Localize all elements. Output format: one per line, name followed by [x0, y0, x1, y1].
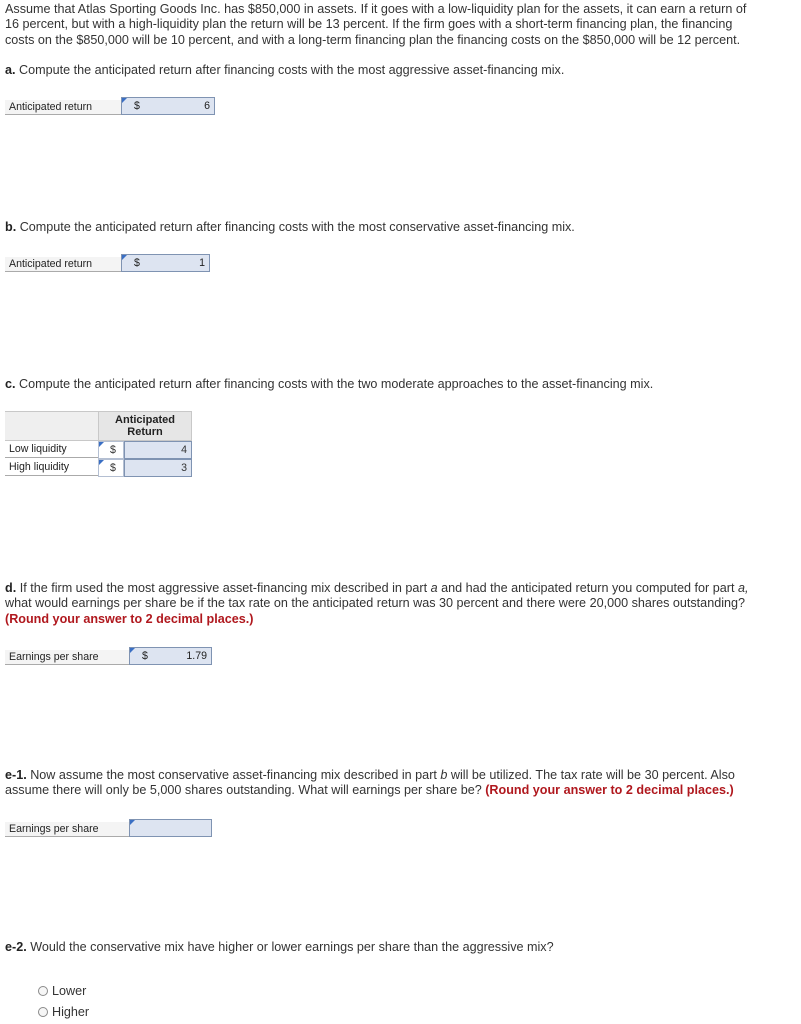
part-e1-answer-input[interactable] [129, 819, 212, 837]
table-header-anticipated-return [98, 411, 192, 441]
table-row-label-low-liquidity: Low liquidity [5, 441, 98, 458]
part-a-question [5, 63, 795, 78]
option-higher[interactable] [38, 1004, 89, 1020]
part-e1-question [5, 768, 795, 799]
part-d-ital-a2: a, [737, 581, 749, 595]
part-e2-text: Would the conservative mix have higher or lower earnings per share than the aggressive mix? [30, 940, 554, 954]
part-c-question [5, 377, 795, 392]
part-d-round-note: (Round your answer to 2 decimal places.) [5, 611, 254, 626]
part-e2-tag: e-2. [5, 940, 27, 954]
low-liquidity-currency [98, 441, 124, 459]
table-row-label-high-liquidity: High liquidity [5, 459, 98, 476]
part-e1-line1-post: will be utilized. The tax rate will be 30 percent. Also [447, 768, 735, 782]
part-c-text: Compute the anticipated return after financing costs with the two moderate approaches to the asset-financing mix. [19, 377, 654, 391]
intro-line-2: 16 percent, but with a high-liquidity plan the return will be 13 percent. If the firm goes with a short-term financing plan, the financing [5, 17, 733, 32]
flag-icon [99, 460, 104, 465]
radio-button-icon[interactable] [38, 986, 48, 996]
part-d-tag: d. [5, 581, 17, 595]
currency-symbol: $ [134, 257, 140, 269]
problem-intro [5, 2, 795, 48]
part-d-line-2: what would earnings per share be if the tax rate on the anticipated return was 30 percent and there were 20,000 shares outstanding? [5, 596, 746, 611]
part-d-ital-a: a [430, 581, 438, 595]
part-d-line1-mid: and had the anticipated return you computed for part [437, 581, 738, 595]
part-d-question [5, 581, 795, 627]
option-lower-label: Lower [52, 984, 87, 998]
currency-symbol: $ [110, 462, 116, 474]
flag-icon [130, 820, 135, 825]
option-higher-label: Higher [52, 1005, 90, 1019]
part-e1-tag: e-1. [5, 768, 27, 782]
part-b-value: 1 [199, 257, 205, 269]
low-liquidity-return-input[interactable]: 4 [124, 441, 192, 459]
part-a-label: Anticipated return [5, 100, 121, 115]
currency-symbol: $ [142, 650, 148, 662]
header-line-1: Anticipated [115, 414, 175, 426]
flag-icon [130, 648, 135, 653]
part-e1-line1-pre: Now assume the most conservative asset-financing mix described in part [30, 768, 441, 782]
part-e1-round-note: (Round your answer to 2 decimal places.) [485, 783, 734, 798]
table-header-blank [5, 411, 98, 441]
part-e1-label: Earnings per share [5, 822, 129, 837]
part-b-label: Anticipated return [5, 257, 121, 272]
part-b-text: Compute the anticipated return after financing costs with the most conservative asset-financing mix. [19, 220, 575, 234]
part-a-value: 6 [204, 100, 210, 112]
flag-icon [99, 442, 104, 447]
high-liquidity-return-input[interactable]: 3 [124, 459, 192, 477]
part-d-line1-pre: If the firm used the most aggressive asset-financing mix described in part [19, 581, 431, 595]
high-liquidity-currency [98, 459, 124, 477]
header-line-2: Return [127, 426, 163, 438]
option-lower[interactable] [38, 983, 86, 999]
currency-symbol: $ [134, 100, 140, 112]
part-e1-ital-b: b [440, 768, 448, 782]
part-e2-question [5, 940, 795, 955]
part-b-answer-input[interactable] [121, 254, 210, 272]
part-d-value: 1.79 [186, 650, 207, 662]
radio-button-icon[interactable] [38, 1007, 48, 1017]
part-b-question [5, 220, 795, 235]
part-c-tag: c. [5, 377, 16, 391]
part-a-tag: a. [5, 63, 16, 77]
part-a-answer-input[interactable] [121, 97, 215, 115]
part-a-text: Compute the anticipated return after financing costs with the most aggressive asset-financing mix. [19, 63, 565, 77]
part-e1-line-2: assume there will only be 5,000 shares outstanding. What will earnings per share be? [5, 783, 482, 798]
part-b-tag: b. [5, 220, 17, 234]
part-d-label: Earnings per share [5, 650, 129, 665]
part-d-answer-input[interactable] [129, 647, 212, 665]
intro-line-1: Assume that Atlas Sporting Goods Inc. has $850,000 in assets. If it goes with a low-liquidity plan for the assets, it can earn a return of [5, 2, 747, 16]
intro-line-3: costs on the $850,000 will be 10 percent, and with a long-term financing plan the financing costs on the $850,000 will be 12 percent. [5, 32, 741, 47]
flag-icon [122, 255, 127, 260]
flag-icon [122, 98, 127, 103]
currency-symbol: $ [110, 444, 116, 456]
